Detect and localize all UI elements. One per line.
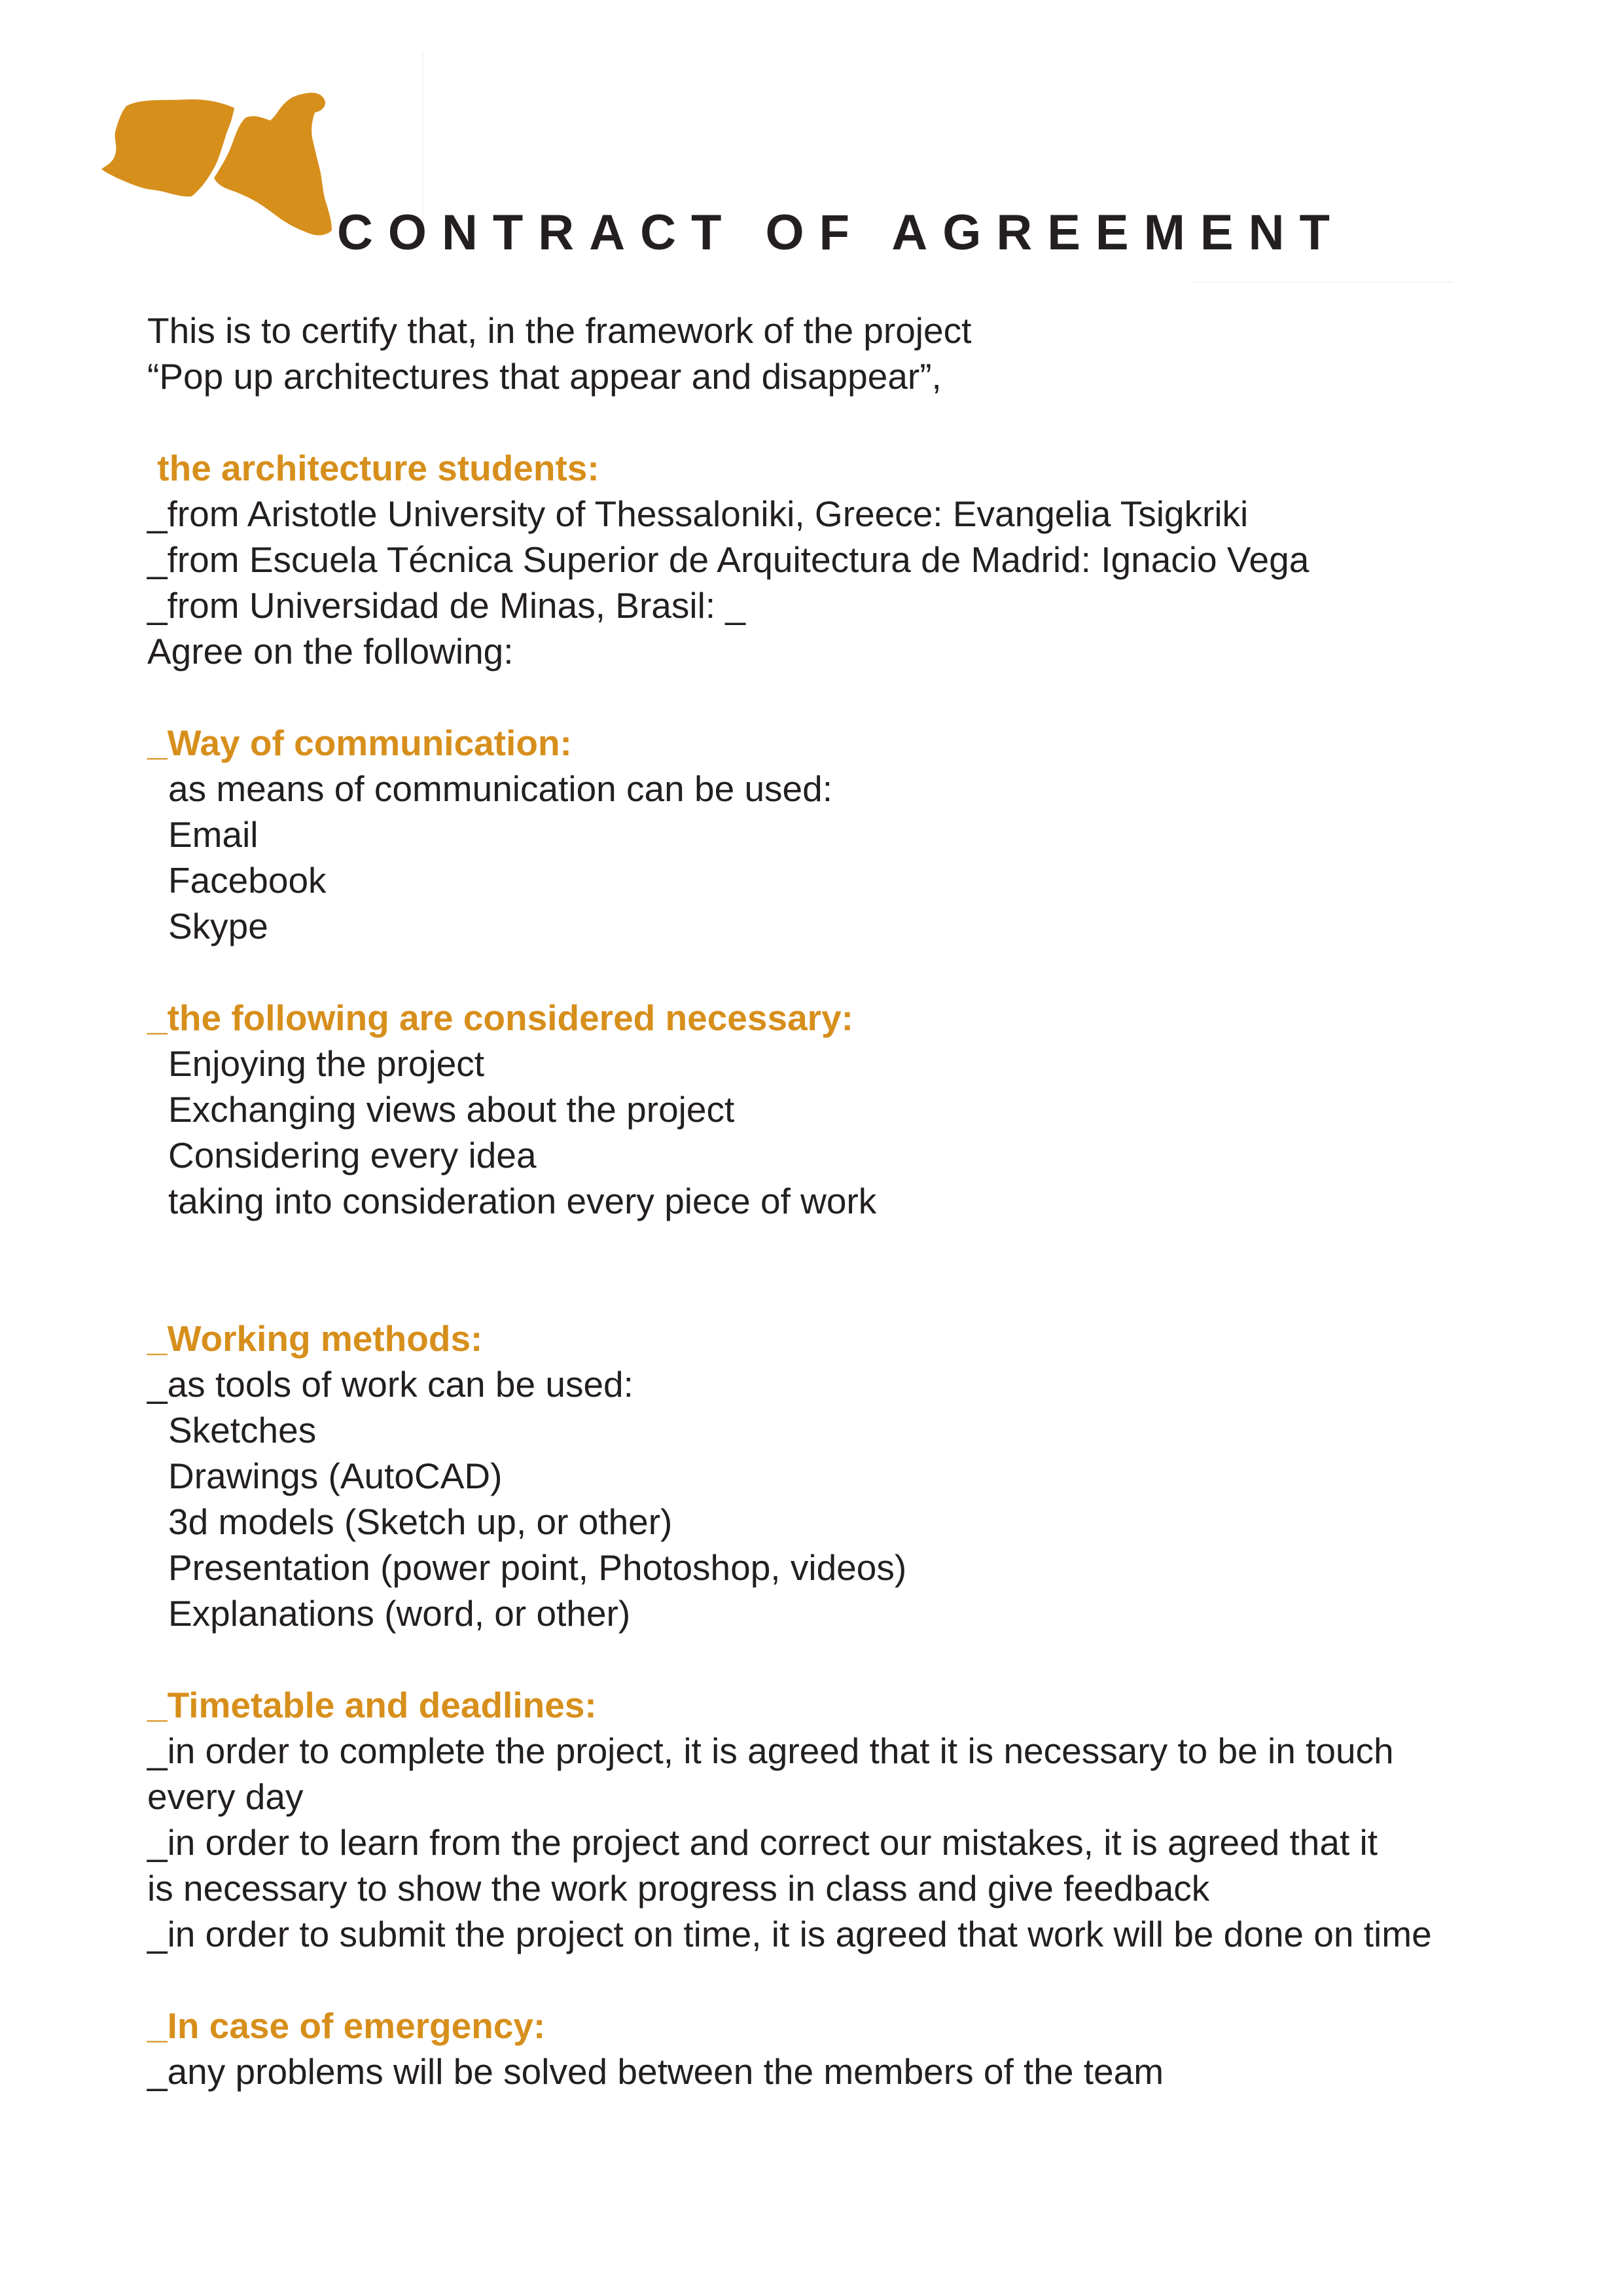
timetable-line: _in order to learn from the project and correct our mistakes, it is agreed that it (147, 1822, 1378, 1863)
students-heading: the architecture students: (147, 448, 599, 488)
list-item: Exchanging views about the project (168, 1089, 735, 1130)
contract-body (147, 308, 1548, 2094)
list-item: Considering every idea (168, 1135, 537, 1175)
decorative-divider (1191, 281, 1453, 283)
list-item: Explanations (word, or other) (168, 1593, 631, 1634)
document-title: CONTRACT OF AGREEMENT (337, 205, 1345, 260)
list-item: Sketches (168, 1410, 317, 1450)
list-item: Enjoying the project (168, 1043, 485, 1084)
methods-heading: _Working methods: (147, 1318, 483, 1359)
list-item: taking into consideration every piece of work (168, 1181, 877, 1221)
necessary-heading: _the following are considered necessary: (147, 997, 853, 1038)
communication-heading: _Way of communication: (147, 723, 572, 763)
student-item: _from Escuela Técnica Superior de Arquitectura de Madrid: Ignacio Vega (147, 539, 1310, 580)
timetable-line: is necessary to show the work progress in class and give feedback (147, 1868, 1210, 1909)
student-item: _from Aristotle University of Thessaloniki, Greece: Evangelia Tsigkriki (147, 493, 1249, 534)
emergency-heading: _In case of emergency: (147, 2005, 546, 2046)
communication-lead: as means of communication can be used: (168, 768, 833, 809)
timetable-line: _in order to submit the project on time, it is agreed that work will be done on time (147, 1914, 1432, 1954)
timetable-line: every day (147, 1776, 304, 1817)
timetable-line: _in order to complete the project, it is agreed that it is necessary to be in touch (147, 1731, 1394, 1771)
list-item: Drawings (AutoCAD) (168, 1456, 503, 1496)
decorative-divider (422, 52, 423, 229)
emergency-line: _any problems will be solved between the members of the team (147, 2051, 1164, 2092)
orange-landmass-logo-icon (101, 92, 363, 239)
intro-line: This is to certify that, in the framework of the project (147, 310, 972, 351)
project-name: “Pop up architectures that appear and disappear”, (147, 356, 942, 397)
list-item: 3d models (Sketch up, or other) (168, 1501, 673, 1542)
methods-lead: _as tools of work can be used: (147, 1364, 633, 1405)
timetable-heading: _Timetable and deadlines: (147, 1685, 597, 1725)
list-item: Skype (168, 906, 268, 946)
list-item: Facebook (168, 860, 327, 901)
list-item: Presentation (power point, Photoshop, videos) (168, 1547, 907, 1588)
agree-line: Agree on the following: (147, 631, 514, 672)
list-item: Email (168, 814, 259, 855)
student-item: _from Universidad de Minas, Brasil: _ (147, 585, 745, 626)
